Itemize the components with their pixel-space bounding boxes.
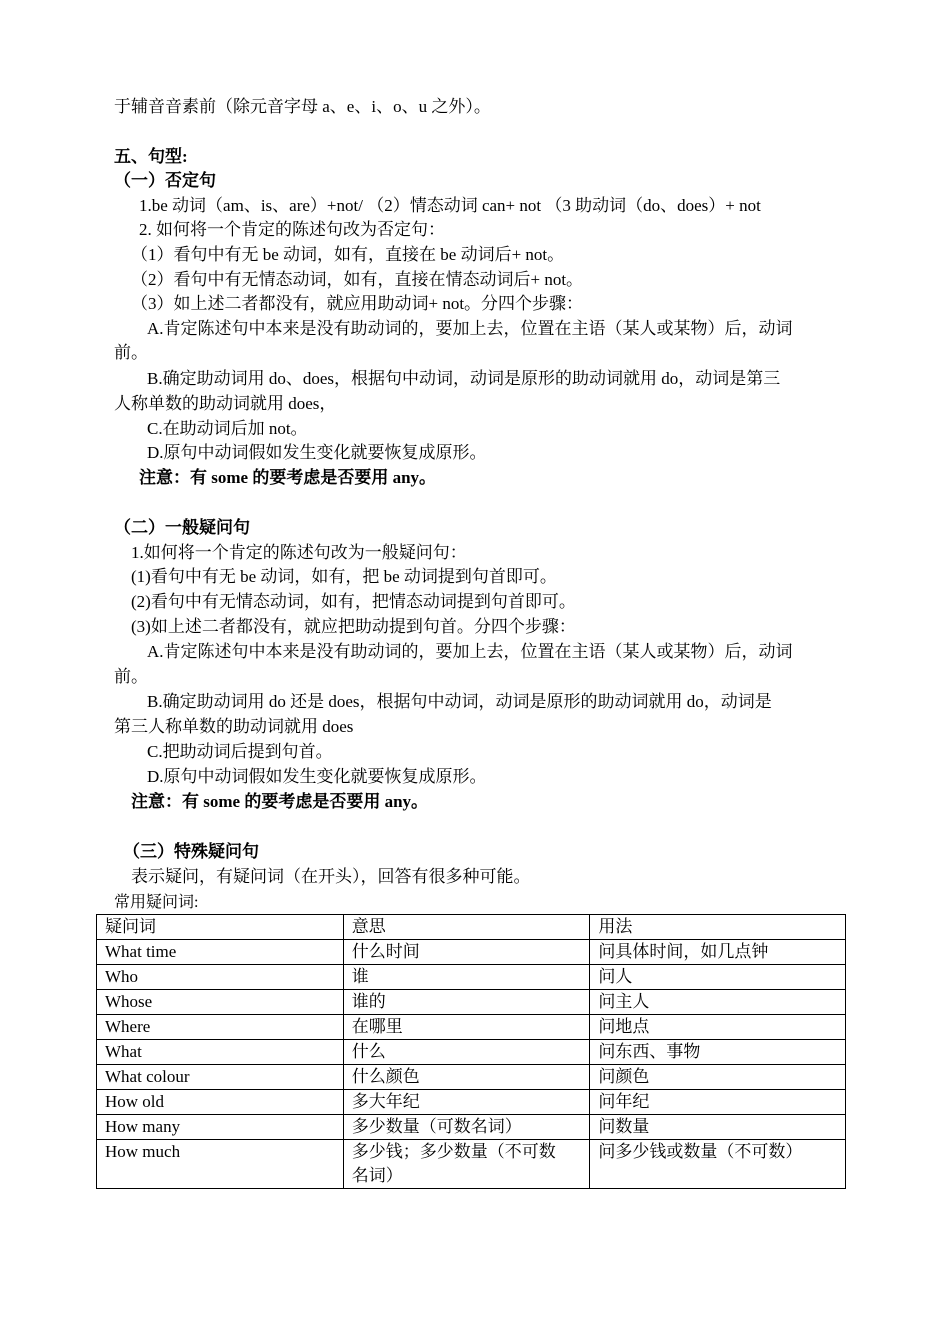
table-cell: Where	[97, 1015, 344, 1040]
text-line: (2)看句中有无情态动词，如有，把情态动词提到句首即可。	[131, 592, 576, 611]
table-header-row	[97, 915, 846, 940]
table-header-cell: 疑问词	[97, 915, 344, 940]
table-row	[97, 1015, 846, 1040]
table-cell: 问地点	[590, 1015, 846, 1040]
text-line: 人称单数的助动词就用 does，	[114, 394, 337, 413]
cell-line: 多少钱；多少数量（不可数	[351, 1142, 556, 1161]
note-line: 注意：有 some 的要考虑是否要用 any。	[139, 468, 437, 487]
table-cell: Who	[97, 965, 344, 990]
text-line: 表示疑问，有疑问词（在开头），回答有很多种可能。	[131, 867, 531, 886]
table-cell: 问东西、事物	[590, 1040, 846, 1065]
table-cell: 谁的	[343, 990, 590, 1015]
text-line: 1.be 动词（am、is、are）+not/ （2）情态动词 can+ not （3 助动词（do、does）+ not	[139, 196, 761, 215]
text-line: A.肯定陈述句中本来是没有助动词的，要加上去，位置在主语（某人或某物）后，动词	[147, 319, 793, 338]
text-line: B.确定助动词用 do、does，根据句中动词，动词是原形的助动词就用 do，动词是第三	[147, 369, 781, 388]
table-header-cell: 用法	[590, 915, 846, 940]
table-cell: 问颜色	[590, 1065, 846, 1090]
text-line: 于辅音音素前（除元音字母 a、e、i、o、u 之外）。	[114, 97, 491, 116]
subsection-heading: （二）一般疑问句	[114, 518, 250, 537]
table-cell: 问多少钱或数量（不可数）	[590, 1140, 846, 1189]
table-cell: What colour	[97, 1065, 344, 1090]
section-heading: 五、句型:	[114, 147, 188, 166]
table-cell: 问人	[590, 965, 846, 990]
text-line: （3）如上述二者都没有，就应用助动词+ not。分四个步骤：	[131, 294, 584, 313]
table-row	[97, 1090, 846, 1115]
text-line: 常用疑问词:	[114, 894, 199, 911]
table-row	[97, 1140, 846, 1189]
table-cell: 问具体时间，如几点钟	[590, 940, 846, 965]
table-cell: What time	[97, 940, 344, 965]
text-line: A.肯定陈述句中本来是没有助动词的，要加上去，位置在主语（某人或某物）后，动词	[147, 642, 793, 661]
text-line: （1）看句中有无 be 动词，如有，直接在 be 动词后+ not。	[131, 245, 565, 264]
table-cell: How many	[97, 1115, 344, 1140]
text-line: (1)看句中有无 be 动词，如有，把 be 动词提到句首即可。	[131, 567, 557, 586]
text-line: 前。	[114, 343, 148, 362]
table-cell: 什么颜色	[343, 1065, 590, 1090]
text-line: (3)如上述二者都没有，就应把助动提到句首。分四个步骤：	[131, 617, 576, 636]
table-cell: 什么	[343, 1040, 590, 1065]
table-cell: 多大年纪	[343, 1090, 590, 1115]
table-row	[97, 1040, 846, 1065]
text-line: B.确定助动词用 do 还是 does，根据句中动词，动词是原形的助动词就用 do，动词是	[147, 692, 772, 711]
table-row	[97, 1115, 846, 1140]
table-cell: What	[97, 1040, 344, 1065]
table-header-cell: 意思	[343, 915, 590, 940]
question-words-table	[96, 914, 846, 1189]
subsection-heading: （三）特殊疑问句	[123, 842, 259, 861]
text-line: 2. 如何将一个肯定的陈述句改为否定句：	[139, 220, 445, 239]
text-line: D.原句中动词假如发生变化就要恢复成原形。	[147, 767, 487, 786]
table-row	[97, 1065, 846, 1090]
table-cell: 问年纪	[590, 1090, 846, 1115]
table-cell	[343, 1140, 590, 1189]
subsection-heading: （一）否定句	[114, 171, 216, 190]
table-cell: 什么时间	[343, 940, 590, 965]
cell-line: 名词）	[351, 1166, 403, 1185]
note-line: 注意：有 some 的要考虑是否要用 any。	[131, 792, 429, 811]
table-row	[97, 990, 846, 1015]
text-line: 1.如何将一个肯定的陈述句改为一般疑问句：	[131, 543, 467, 562]
text-line: 第三人称单数的助动词就用 does	[114, 717, 354, 736]
table-row	[97, 965, 846, 990]
text-line: C.在助动词后加 not。	[147, 419, 308, 438]
text-line: D.原句中动词假如发生变化就要恢复成原形。	[147, 443, 487, 462]
table-cell: 多少数量（可数名词）	[343, 1115, 590, 1140]
text-line: （2）看句中有无情态动词，如有，直接在情态动词后+ not。	[131, 270, 584, 289]
text-line: 前。	[114, 667, 148, 686]
table-cell: Whose	[97, 990, 344, 1015]
table-cell: 在哪里	[343, 1015, 590, 1040]
text-line: C.把助动词后提到句首。	[147, 742, 333, 761]
table-row	[97, 940, 846, 965]
table-cell: 问数量	[590, 1115, 846, 1140]
table-cell: 谁	[343, 965, 590, 990]
table-cell: 问主人	[590, 990, 846, 1015]
table-cell: How old	[97, 1090, 344, 1115]
table-cell: How much	[97, 1140, 344, 1189]
